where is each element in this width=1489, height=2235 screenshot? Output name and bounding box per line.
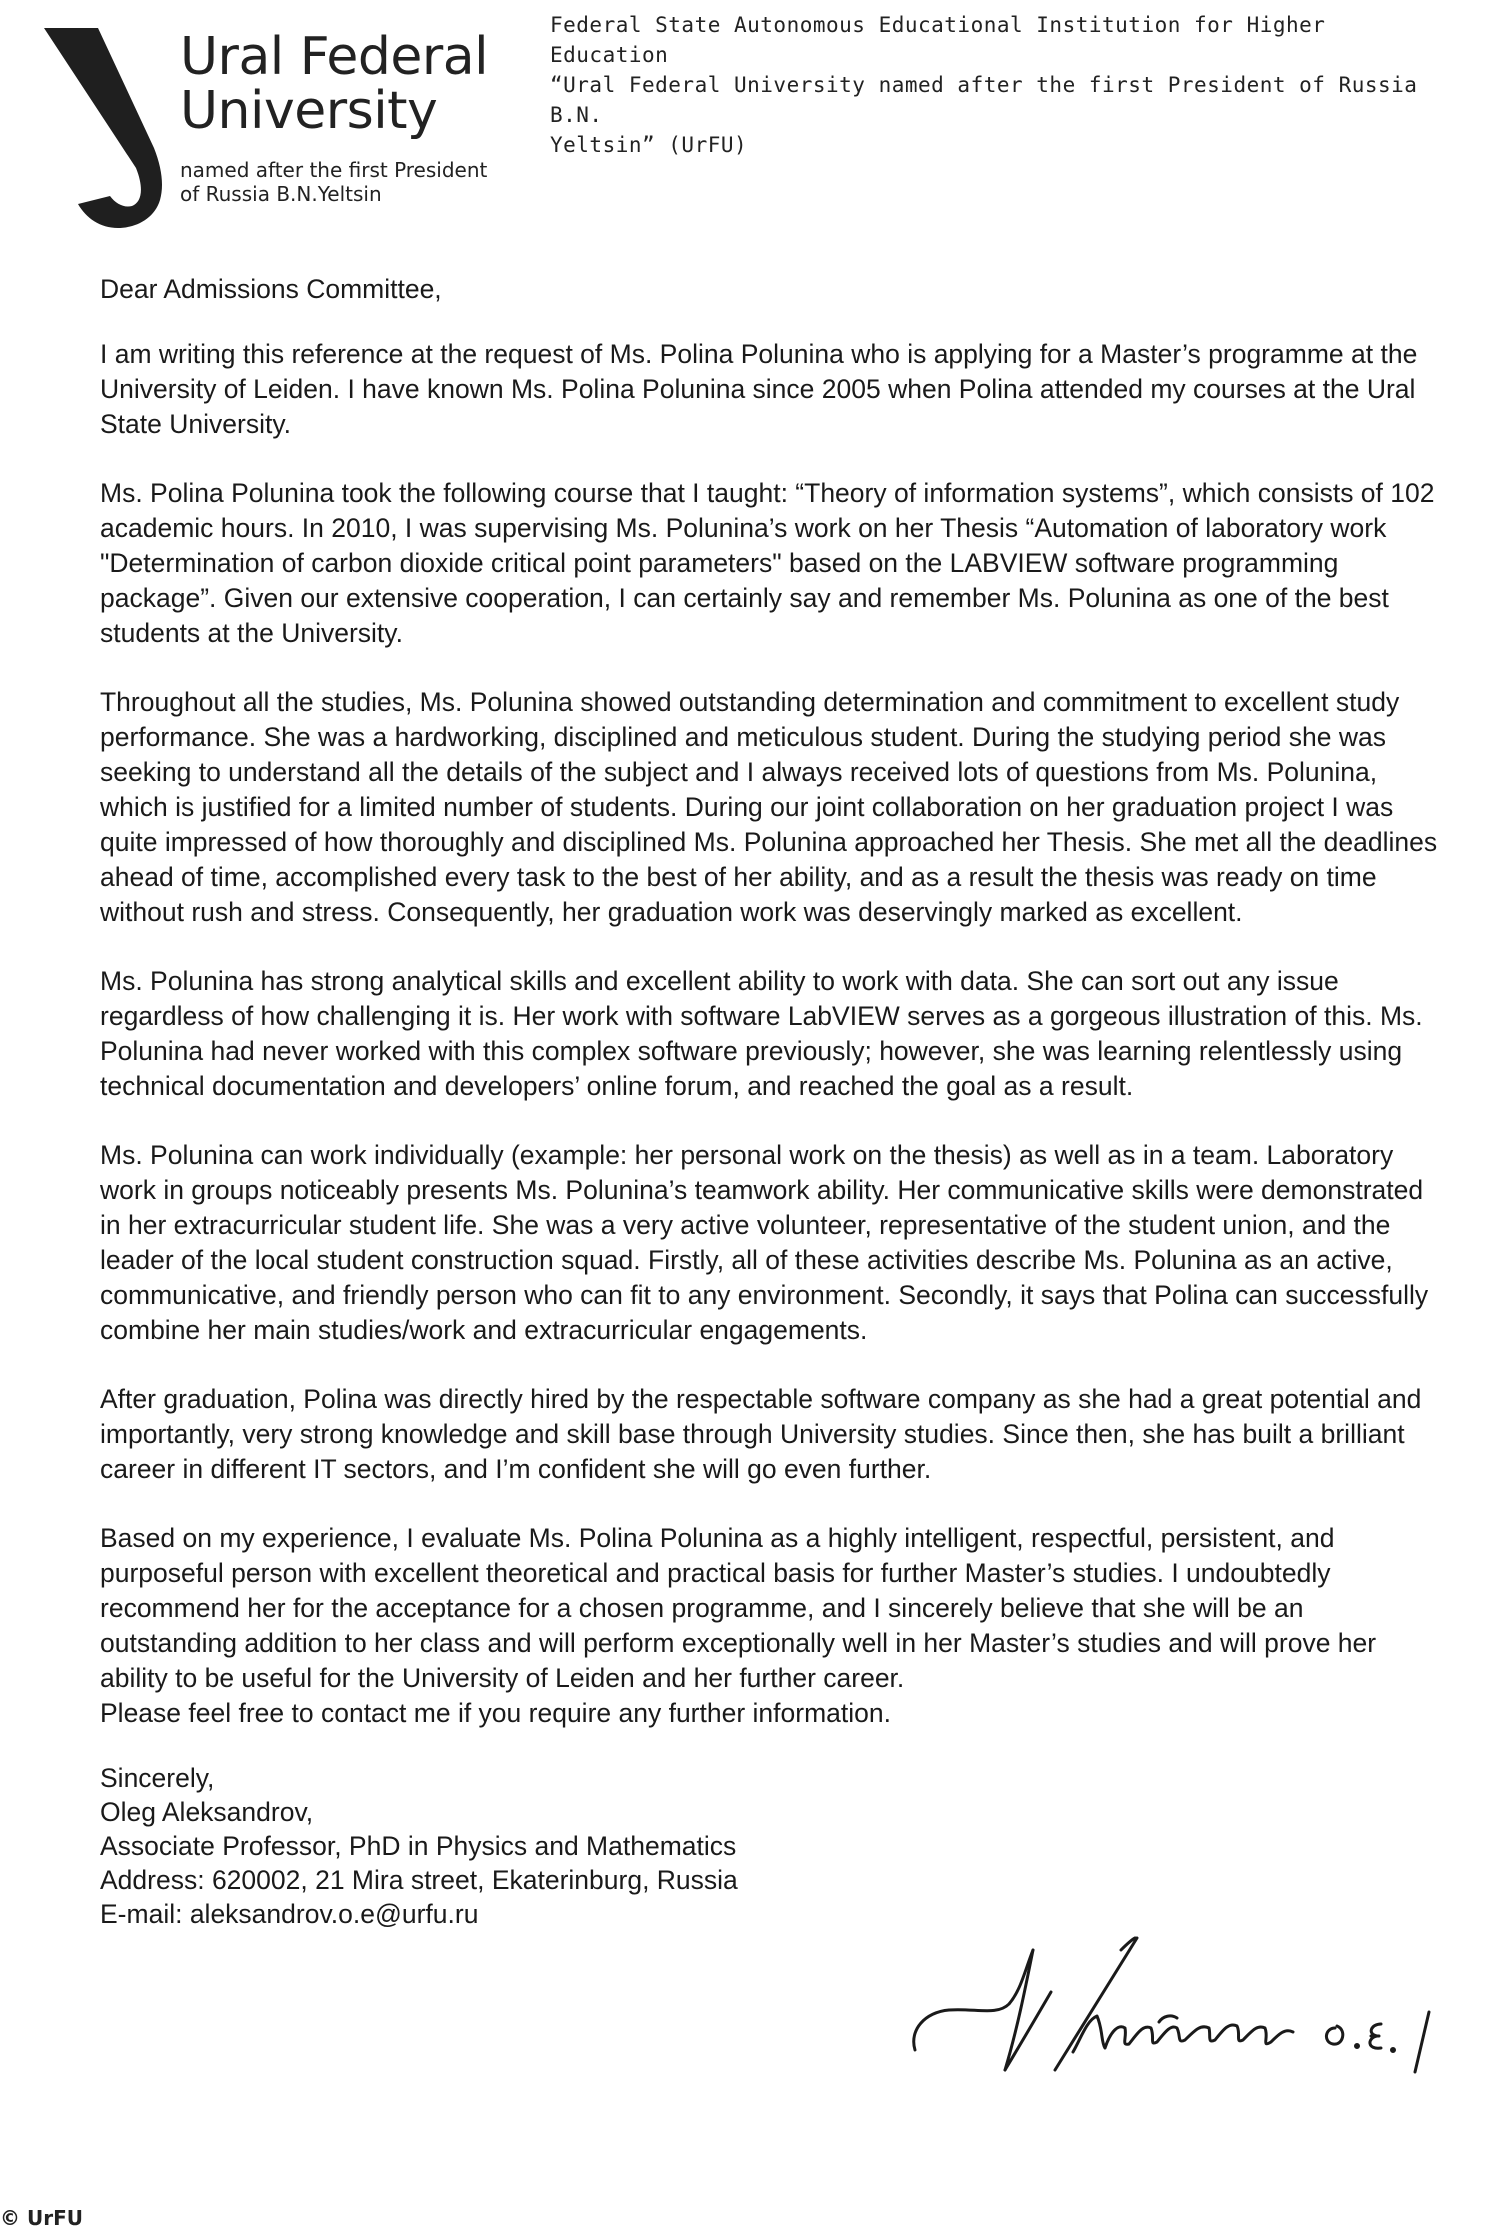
urfu-logo-icon [36,28,186,228]
paragraph-4: Ms. Polunina has strong analytical skills and excellent ability to work with data. She can sort out any issue regardless of how challenging it is. Her work with software LabVIEW serves as a gorgeous illustration of this. Ms. Polunina had never worked with this complex software previously; however, she was learning relentlessly using technical documentation and developers’ online forum, and reached the goal as a result. [100,966,1423,1101]
contact-line: Please feel free to contact me if you require any further information. [100,1698,891,1728]
paragraph-6: After graduation, Polina was directly hired by the respectable software company as she had a great potential and importantly, very strong knowledge and skill base through University studies. Since then, she has built a brilliant career in different IT sectors, and I’m confident she will go even further. [100,1384,1422,1484]
institution-line2: “Ural Federal University named after the first President of Russia B.N. [550,73,1418,127]
institution-line3: Yeltsin” (UrFU) [550,133,748,157]
closing: Sincerely, [100,1763,215,1793]
logo-sub-line2: of Russia B.N.Yeltsin [180,182,382,206]
copyright-footer: © UrFU [0,2206,83,2230]
paragraph-3: Throughout all the studies, Ms. Polunina showed outstanding determination and commitment to excellent study performance. She was a hardworking, disciplined and meticulous student. During the studying period she was seeking to understand all the details of the subject and I always received lots of questions from Ms. Polunina, which is justified for a limited number of students. During our joint collaboration on her graduation project I was quite impressed of how thoroughly and disciplined Ms. Polunina approached her Thesis. She met all the deadlines ahead of time, accomplished every task to the best of her ability, and as a result the thesis was ready on time without rush and stress. Consequently, her graduation work was deservingly marked as excellent. [100,687,1438,927]
logo-sub-line1: named after the first President [180,158,488,182]
paragraph-5: Ms. Polunina can work individually (example: her personal work on the thesis) as well as in a team. Laboratory work in groups noticeably presents Ms. Polunina’s teamwork ability. Her communicative skills were demonstrated in her extracurricular student life. She was a very active volunteer, representative of the student union, and the leader of the local student construction squad. Firstly, all of these activities describe Ms. Polunina as an active, communicative, and friendly person who can fit to any environment. Secondly, it says that Polina can successfully combine her main studies/work and extracurricular engagements. [100,1140,1429,1345]
handwritten-signature [905,1920,1465,2090]
logo-name-line2: University [180,81,438,141]
letter-body [100,272,1440,1931]
signer-email: E-mail: aleksandrov.o.e@urfu.ru [100,1899,479,1929]
signer-title: Associate Professor, PhD in Physics and Mathematics [100,1831,737,1861]
signer-name: Oleg Aleksandrov, [100,1797,314,1827]
paragraph-1: I am writing this reference at the request of Ms. Polina Polunina who is applying for a Master’s programme at the University of Leiden. I have known Ms. Polina Polunina since 2005 when Polina attended my courses at the Ural State University. [100,339,1418,439]
paragraph-2: Ms. Polina Polunina took the following course that I taught: “Theory of information systems”, which consists of 102 academic hours. In 2010, I was supervising Ms. Polunina’s work on her Thesis “Automation of laboratory work "Determination of carbon dioxide critical point parameters" based on the LABVIEW software programming package”. Given our extensive cooperation, I can certainly say and remember Ms. Polunina as one of the best students at the University. [100,478,1435,648]
signer-address: Address: 620002, 21 Mira street, Ekaterinburg, Russia [100,1865,738,1895]
institution-line1: Federal State Autonomous Educational Institution for Higher Education [550,13,1326,67]
institution-header [550,10,1450,160]
logo-name-line1: Ural Federal [180,27,489,87]
logo-wordmark [180,27,489,206]
closing-block [100,1761,1440,1931]
paragraph-7: Based on my experience, I evaluate Ms. Polina Polunina as a highly intelligent, respectful, persistent, and purposeful person with excellent theoretical and practical basis for further Master’s studies. I undoubtedly recommend her for the acceptance for a chosen programme, and I sincerely believe that she will be an outstanding addition to her class and will perform exceptionally well in her Master’s studies and will prove her ability to be useful for the University of Leiden and her further career. [100,1523,1377,1693]
salutation: Dear Admissions Committee, [100,274,442,304]
